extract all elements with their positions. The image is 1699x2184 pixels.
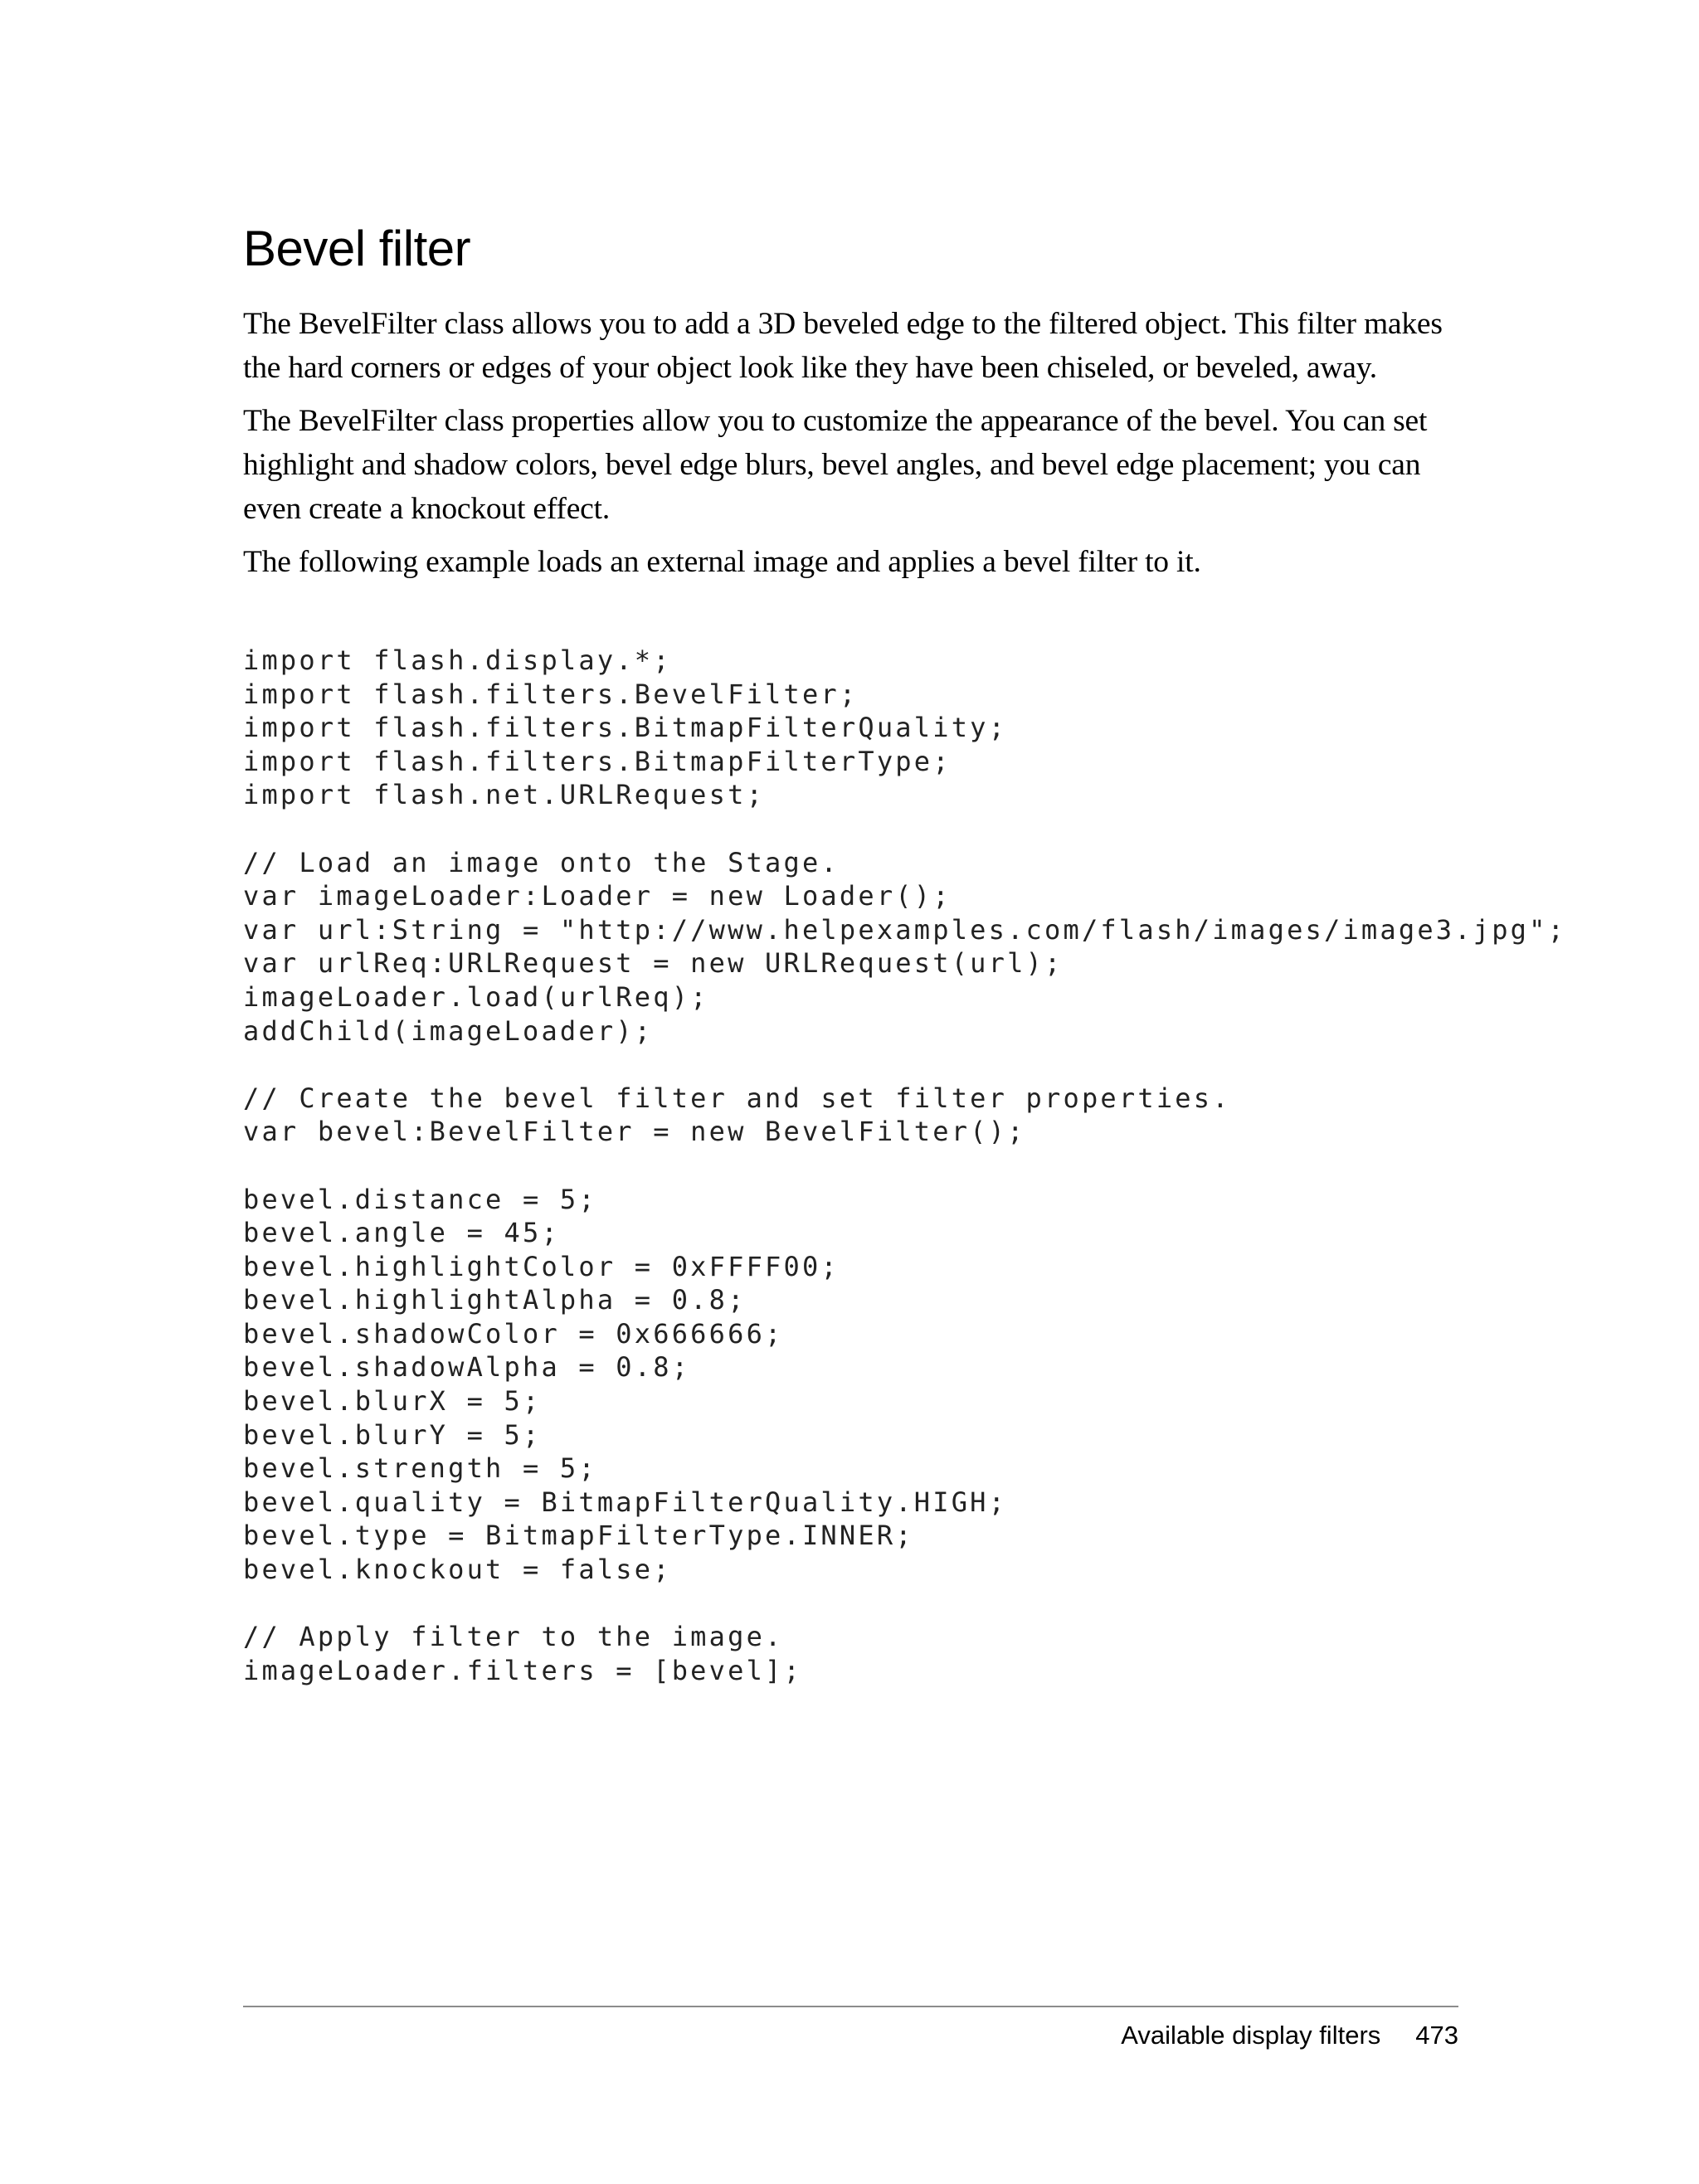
- code-line: bevel.shadowAlpha = 0.8;: [243, 1351, 691, 1384]
- code-line: bevel.blurY = 5;: [243, 1418, 542, 1451]
- body-text: [243, 302, 1463, 593]
- code-line: bevel.type = BitmapFilterType.INNER;: [243, 1520, 914, 1552]
- code-line-blank: [243, 812, 1566, 846]
- code-line-blank: [243, 1587, 1566, 1621]
- section-heading: Bevel filter: [243, 221, 471, 276]
- code-line: import flash.filters.BitmapFilterType;: [243, 745, 952, 777]
- footer-divider: [243, 2006, 1458, 2007]
- paragraph-intro: The BevelFilter class allows you to add a 3D beveled edge to the filtered object. This filter makes the hard corners or edges of your object look like they have been chiseled, or beveled, away.: [243, 307, 1443, 385]
- code-line: bevel.blurX = 5;: [243, 1385, 542, 1418]
- code-line: bevel.knockout = false;: [243, 1554, 672, 1586]
- paragraph-example-intro: The following example loads an external image and applies a bevel filter to it.: [243, 545, 1201, 579]
- code-line: import flash.net.URLRequest;: [243, 779, 766, 811]
- code-line: bevel.shadowColor = 0x666666;: [243, 1317, 784, 1350]
- code-line: // Create the bevel filter and set filter properties.: [243, 1082, 1231, 1114]
- code-line: import flash.display.*;: [243, 644, 672, 676]
- code-line-blank: [243, 1048, 1566, 1082]
- footer-section-title: Available display filters: [1121, 2021, 1381, 2050]
- code-line-blank: [243, 1149, 1566, 1183]
- page-footer: [1121, 2019, 1458, 2052]
- code-line: bevel.distance = 5;: [243, 1183, 597, 1215]
- page-number: 473: [1415, 2021, 1458, 2050]
- code-line: var imageLoader:Loader = new Loader();: [243, 880, 952, 912]
- code-line: imageLoader.filters = [bevel];: [243, 1654, 802, 1686]
- paragraph-properties: The BevelFilter class properties allow you to customize the appearance of the bevel. You can set highlight and shadow colors, bevel edge blurs, bevel angles, and bevel edge placement; you can even create a knockout effect.: [243, 404, 1428, 526]
- code-listing: [243, 644, 1566, 1687]
- code-line: bevel.angle = 45;: [243, 1217, 560, 1249]
- code-line: var urlReq:URLRequest = new URLRequest(url);: [243, 947, 1064, 980]
- code-line: bevel.strength = 5;: [243, 1452, 597, 1485]
- code-line: bevel.highlightAlpha = 0.8;: [243, 1284, 747, 1316]
- code-line: bevel.highlightColor = 0xFFFF00;: [243, 1250, 840, 1282]
- code-line: var url:String = "http://www.helpexamples.com/flash/images/image3.jpg";: [243, 913, 1567, 946]
- code-line: import flash.filters.BevelFilter;: [243, 678, 859, 710]
- code-line: // Load an image onto the Stage.: [243, 846, 840, 878]
- code-line: imageLoader.load(urlReq);: [243, 980, 709, 1013]
- code-line: // Apply filter to the image.: [243, 1621, 784, 1653]
- code-line: addChild(imageLoader);: [243, 1014, 654, 1047]
- code-line: var bevel:BevelFilter = new BevelFilter();: [243, 1116, 1026, 1148]
- code-line: import flash.filters.BitmapFilterQuality;: [243, 712, 1008, 744]
- code-line: bevel.quality = BitmapFilterQuality.HIGH;: [243, 1486, 1008, 1518]
